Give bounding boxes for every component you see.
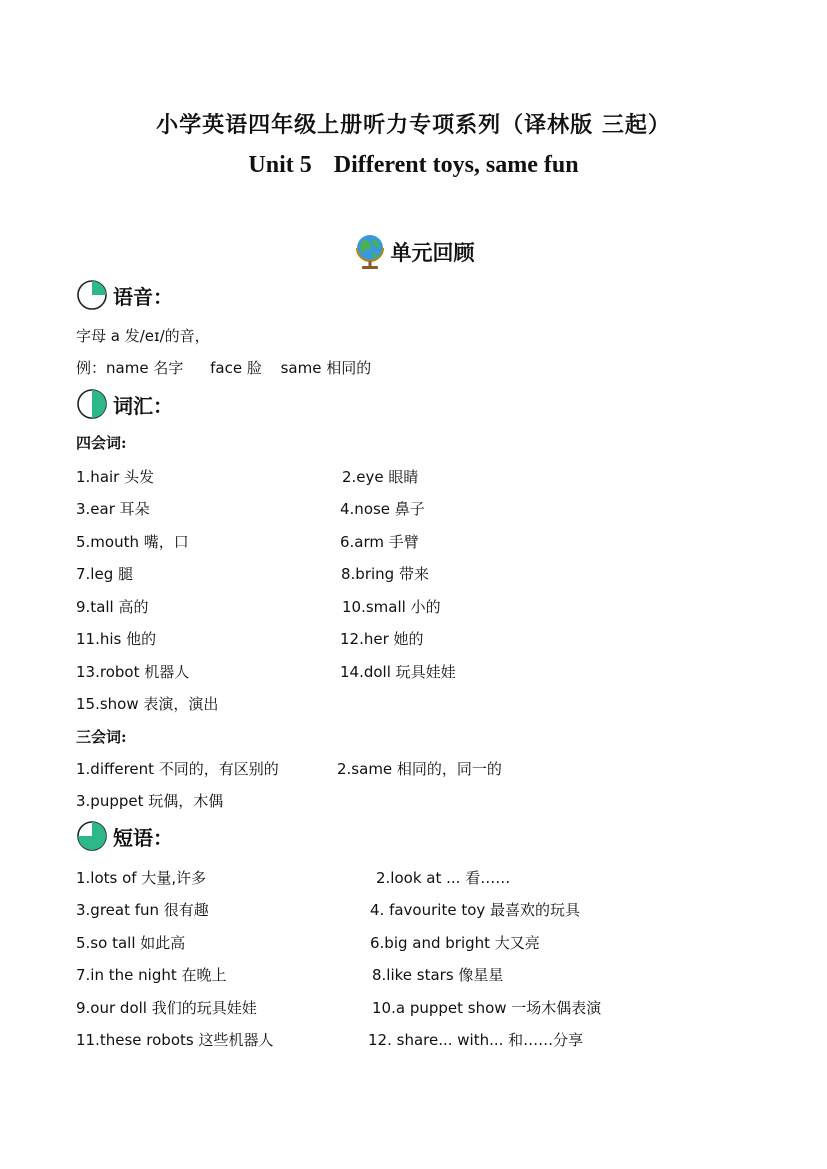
three-skill-label: 三会词: bbox=[76, 728, 127, 746]
phrase-item: 6.big and bright 大又亮 bbox=[370, 934, 540, 952]
phrase-item: 8.like stars 像星星 bbox=[372, 966, 504, 984]
phrase-item: 1.lots of 大量,许多 bbox=[76, 869, 207, 887]
vocab-item: 1.hair 头发 bbox=[76, 468, 155, 486]
vocab-item: 2.eye 眼睛 bbox=[342, 468, 419, 486]
vocab-item: 9.tall 高的 bbox=[76, 598, 149, 616]
four-skill-label: 四会词: bbox=[76, 434, 127, 452]
phrase-item: 4. favourite toy 最喜欢的玩具 bbox=[370, 901, 581, 919]
vocab-item: 1.different 不同的，有区别的 bbox=[76, 760, 279, 778]
vocab-item: 13.robot 机器人 bbox=[76, 663, 190, 681]
vocab-item: 3.ear 耳朵 bbox=[76, 500, 150, 518]
vocab-item: 12.her 她的 bbox=[340, 630, 424, 648]
vocab-item: 14.doll 玩具娃娃 bbox=[340, 663, 456, 681]
vocab-title: 词汇： bbox=[113, 393, 173, 418]
vocab-item: 4.nose 鼻子 bbox=[340, 500, 425, 518]
vocab-heading bbox=[76, 388, 173, 420]
unit-review-header bbox=[0, 233, 827, 271]
vocab-item: 3.puppet 玩偶，木偶 bbox=[76, 792, 224, 810]
phrase-item: 2.look at ... 看…… bbox=[376, 869, 511, 887]
vocab-item: 8.bring 带来 bbox=[341, 565, 429, 583]
pie-quarter-icon bbox=[76, 279, 108, 311]
vocab-item: 6.arm 手臂 bbox=[340, 533, 419, 551]
example-word: face 脸 bbox=[210, 359, 262, 377]
review-label: 单元回顾 bbox=[390, 240, 475, 265]
phrase-item: 9.our doll 我们的玩具娃娃 bbox=[76, 999, 257, 1017]
phrases-heading bbox=[76, 820, 173, 852]
page-title-english bbox=[0, 152, 827, 179]
globe-icon bbox=[353, 233, 387, 271]
unit-number: Unit 5 bbox=[248, 152, 312, 178]
phonics-examples: 例：name 名字 face 脸 same 相同的 bbox=[76, 359, 372, 377]
phrase-item: 12. share... with... 和……分享 bbox=[368, 1031, 584, 1049]
vocab-item: 11.his 他的 bbox=[76, 630, 157, 648]
phonics-heading bbox=[76, 279, 173, 311]
pie-half-icon bbox=[76, 388, 108, 420]
phrase-item: 5.so tall 如此高 bbox=[76, 934, 186, 952]
vocab-item: 2.same 相同的，同一的 bbox=[337, 760, 502, 778]
vocab-item: 7.leg 腿 bbox=[76, 565, 133, 583]
phrase-item: 10.a puppet show 一场木偶表演 bbox=[372, 999, 602, 1017]
phrases-title: 短语： bbox=[113, 825, 173, 850]
vocab-item: 5.mouth 嘴，口 bbox=[76, 533, 189, 551]
unit-name: Different toys, same fun bbox=[333, 152, 579, 178]
pie-three-quarter-icon bbox=[76, 820, 108, 852]
vocab-item: 10.small 小的 bbox=[342, 598, 441, 616]
phonics-rule: 字母 a 发/eɪ/的音， bbox=[76, 327, 210, 345]
example-word: same 相同的 bbox=[280, 359, 372, 377]
page-title-chinese: 小学英语四年级上册听力专项系列（译林版 三起） bbox=[156, 112, 671, 138]
phrase-item: 7.in the night 在晚上 bbox=[76, 966, 227, 984]
phrase-item: 11.these robots 这些机器人 bbox=[76, 1031, 274, 1049]
phrase-item: 3.great fun 很有趣 bbox=[76, 901, 209, 919]
phonics-title: 语音： bbox=[113, 284, 173, 309]
example-word: name 名字 bbox=[106, 359, 184, 377]
vocab-item: 15.show 表演，演出 bbox=[76, 695, 219, 713]
